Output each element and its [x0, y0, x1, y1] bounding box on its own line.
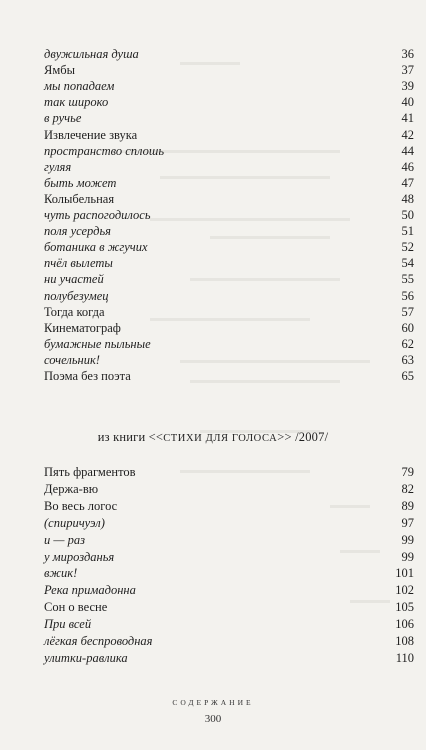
toc-entry-page: 65 [401, 369, 414, 383]
section-title: СТИХИ ДЛЯ ГОЛОСА [163, 433, 278, 444]
toc-entry-page: 56 [401, 288, 414, 303]
toc-entry-page: 57 [401, 304, 414, 319]
page-number: 300 [204, 713, 222, 725]
toc-entry-title: лёгкая беспроводная [44, 634, 153, 648]
toc-entry-title: пчёл вылеты [44, 256, 113, 271]
toc-entry-title: Колыбельная [44, 191, 115, 206]
toc-entry-title: Ямбы [44, 63, 76, 78]
toc-entry-page: 52 [401, 240, 414, 255]
section-suffix: >> /2007/ [277, 430, 329, 444]
section-heading [0, 430, 426, 445]
toc-entry-page: 102 [395, 583, 414, 598]
toc-entry [44, 366, 414, 386]
toc-entry-title: ни участей [44, 272, 104, 287]
toc-entry-page: 110 [395, 650, 414, 665]
toc-entry-title: пространство сплошь [44, 143, 165, 158]
toc-entry-title: поля усердья [44, 224, 111, 239]
toc-entry-page: 50 [401, 208, 414, 222]
toc-entry-title: Сон о весне [44, 600, 108, 615]
toc-entry-page: 60 [401, 320, 414, 335]
toc-entry-page: 79 [401, 465, 414, 479]
toc-entry-page: 37 [401, 63, 414, 78]
toc-entry-title: вжик! [44, 566, 78, 581]
toc-entry-page: 42 [401, 127, 414, 142]
toc-entry-page: 97 [401, 515, 414, 530]
toc-entry-page: 47 [401, 175, 414, 190]
toc-entry-page: 41 [401, 111, 414, 126]
toc-entry-page: 46 [401, 159, 414, 174]
toc-entry-title: полубезумец [44, 288, 109, 303]
toc-entry-title: у мирозданья [44, 549, 115, 564]
toc-entry-title: гуляя [44, 159, 72, 174]
toc-entry-page: 101 [395, 566, 414, 581]
toc-entry-page: 82 [401, 481, 414, 496]
toc-entry-title: так широко [44, 95, 109, 110]
toc-entry-title: сочельник! [44, 352, 100, 367]
toc-entry-page: 54 [401, 256, 414, 271]
toc-entry-page: 62 [401, 336, 414, 351]
toc-entry-title: Держа-вю [44, 481, 99, 496]
toc-entry-page: 89 [401, 498, 414, 513]
toc-entry-page: 51 [401, 224, 414, 239]
toc-entry-title: в ручье [44, 111, 82, 126]
toc-entry-title: двужильная душа [44, 47, 139, 61]
toc-entry-title: При всей [44, 617, 92, 632]
toc-entry-page: 63 [401, 352, 414, 367]
toc-entry-page: 55 [401, 272, 414, 287]
toc-entry-title: Извлечение звука [44, 127, 138, 142]
toc-entry-title: Река примадонна [44, 583, 136, 598]
toc-entry-title: чуть распогодилось [44, 208, 151, 222]
toc-entry-title: и — раз [44, 532, 85, 547]
toc-entry-page: 48 [401, 191, 414, 206]
toc-entry-title: (спиричуэл) [44, 515, 105, 530]
toc-entry-title: улитки-равлика [44, 650, 128, 665]
toc-entry-title: Поэма без поэта [44, 369, 131, 383]
section-prefix: из книги << [97, 430, 164, 444]
toc-entry [44, 648, 414, 668]
toc-entry-title: Тогда когда [44, 304, 105, 319]
toc-entry-page: 105 [395, 600, 414, 615]
toc-entry-page: 106 [395, 617, 414, 632]
toc-entry-page: 36 [401, 47, 414, 61]
toc-entry-page: 99 [401, 532, 414, 547]
toc-entry-page: 39 [401, 79, 414, 94]
toc-entry-title: Пять фрагментов [44, 465, 136, 479]
toc-entry-page: 44 [401, 143, 414, 158]
toc-entry-title: бумажные пыльные [44, 336, 151, 351]
toc-entry-page: 40 [401, 95, 414, 110]
toc-entry-title: мы попадаем [44, 79, 115, 94]
running-footer-label: СОДЕРЖАНИЕ [172, 698, 254, 707]
toc-entry-title: ботаника в жгучих [44, 240, 148, 255]
toc-entry-page: 99 [401, 549, 414, 564]
toc-entry-title: быть может [44, 175, 117, 190]
toc-entry-page: 108 [395, 634, 414, 648]
toc-entry-title: Во весь логос [44, 498, 118, 513]
toc-entry-title: Кинематограф [44, 320, 121, 335]
